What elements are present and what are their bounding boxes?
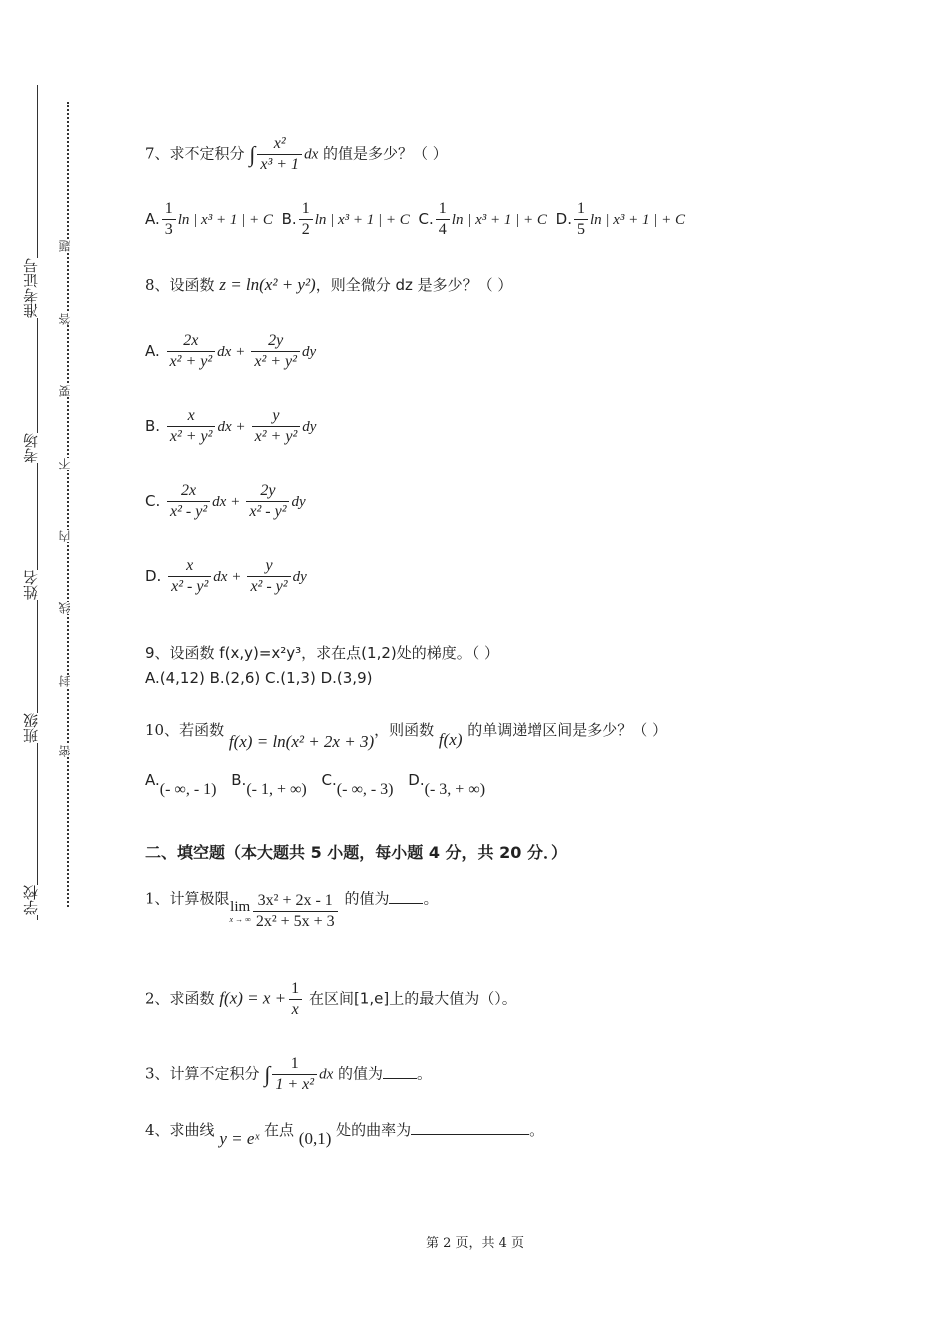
q7-prefix: 7、求不定积分 xyxy=(145,144,245,163)
margin-label-ticket: 准考证号 xyxy=(22,258,48,318)
q7-options xyxy=(145,200,685,239)
seal-char-6: 要 xyxy=(58,385,76,397)
q10-option-d: D.(- 3, + ∞) xyxy=(408,771,486,798)
fill-question-2: 2、求函数 f(x) = x + $\frac{1}{x}$ 在区间[1,e]上的最大值为（）。 xyxy=(145,980,517,1018)
seal-char-8: 题 xyxy=(58,240,76,252)
seal-char-4: 内 xyxy=(58,530,76,542)
q10-option-b: B.(- 1, + ∞) xyxy=(231,771,307,798)
q8-prefix: 8、设函数 xyxy=(145,276,215,294)
question-8 xyxy=(145,275,512,295)
q8-suffix: ，则全微分 dz 是多少？（ ） xyxy=(315,276,513,294)
q7-integrand: $\frac{\text{x²}}{\text{x³ + 1}}$ xyxy=(257,135,302,174)
q10-options xyxy=(145,770,486,798)
q8-option-b: B. $\frac{x}{\text{x² + y²}}$ dx + $\frac{y}{\text{x² + y²}}$ dy xyxy=(145,407,317,445)
q10-function-f: f(x) xyxy=(438,730,463,749)
q7-suffix: 的值是多少？（ ） xyxy=(323,144,448,163)
seal-char-2: 封 xyxy=(58,675,76,687)
fill-question-1: 1、计算极限 lim x → ∞ $\frac{\text{3x² + 2x - 1}}{\text{2x² + 5x + 3}}$ 的值为 。 xyxy=(145,889,439,930)
answer-blank-4[interactable] xyxy=(411,1120,529,1135)
q10-option-a: A.(- ∞, - 1) xyxy=(145,771,217,798)
q8-option-c: C. $\frac{2x}{\text{x² - y²}}$ dx + $\frac{2y}{\text{x² - y²}}$ dy xyxy=(145,482,306,520)
seal-char-1: 密 xyxy=(58,745,76,757)
fill-question-4: 4、求曲线 y = eˣ 在点 (0,1) 处的曲率为 。 xyxy=(145,1121,545,1148)
section-heading: 二、填空题（本大题共 5 小题，每小题 4 分，共 20 分．） xyxy=(145,843,567,862)
seal-char-5: 不 xyxy=(58,458,76,470)
q7-option-d: D. $\frac{1}{5}$ ln | x³ + 1 | + C xyxy=(555,200,686,238)
margin-label-room: 考场 xyxy=(22,433,48,463)
binding-solid-line xyxy=(37,85,38,920)
q8-function: z = ln(x² + y²) xyxy=(219,275,316,294)
page-footer: 第 2 页，共 4 页 xyxy=(425,1236,525,1251)
margin-label-class: 班级 xyxy=(22,713,48,743)
integral-sign-2: ∫ xyxy=(264,1061,271,1087)
q10-function: f(x) = ln(x² + 2x + 3) xyxy=(228,732,375,751)
q7-option-a: A. $\frac{1}{3}$ ln | x³ + 1 | + C xyxy=(145,200,273,238)
integral-sign: ∫ xyxy=(249,141,256,167)
q9-options: A.(4,12) B.(2,6) C.(1,3) D.(3,9) xyxy=(145,669,373,687)
question-9: 9、设函数 f(x,y)=x²y³，求在点(1,2)处的梯度。（ ） xyxy=(145,644,499,662)
q7-option-c: C. $\frac{1}{4}$ ln | x³ + 1 | + C xyxy=(418,200,547,238)
seal-char-7: 答 xyxy=(58,313,76,325)
q10-option-c: C.(- ∞, - 3) xyxy=(321,771,394,798)
seal-char-3: 线 xyxy=(58,602,76,614)
q7-option-b: B. $\frac{1}{2}$ ln | x³ + 1 | + C xyxy=(281,200,410,238)
margin-label-school: 学校 xyxy=(22,885,48,915)
question-7: 7、求不定积分 ∫ $\frac{\text{x²}}{\text{x³ + 1}}$ dx 的值是多少？（ ） xyxy=(145,135,448,173)
limit-operator: lim x → ∞ xyxy=(229,899,251,924)
binding-dotted-line xyxy=(67,102,69,907)
fill-question-3: 3、计算不定积分 ∫ $\frac{1}{\text{1 + x²}}$ dx 的值为 。 xyxy=(145,1055,433,1093)
margin-label-name: 姓名 xyxy=(22,570,48,600)
answer-blank-1[interactable] xyxy=(389,889,423,904)
question-10: 10、若函数 f(x) = ln(x² + 2x + 3)，则函数 f(x) 的单调递增区间是多少？（ ） xyxy=(145,721,668,751)
q8-option-a: A. $\frac{2x}{\text{x² + y²}}$ dx + $\frac{2y}{\text{x² + y²}}$ dy xyxy=(145,332,317,370)
q8-option-d: D. $\frac{x}{\text{x² - y²}}$ dx + $\frac{y}{\text{x² - y²}}$ dy xyxy=(145,557,307,595)
answer-blank-3[interactable] xyxy=(383,1064,417,1079)
